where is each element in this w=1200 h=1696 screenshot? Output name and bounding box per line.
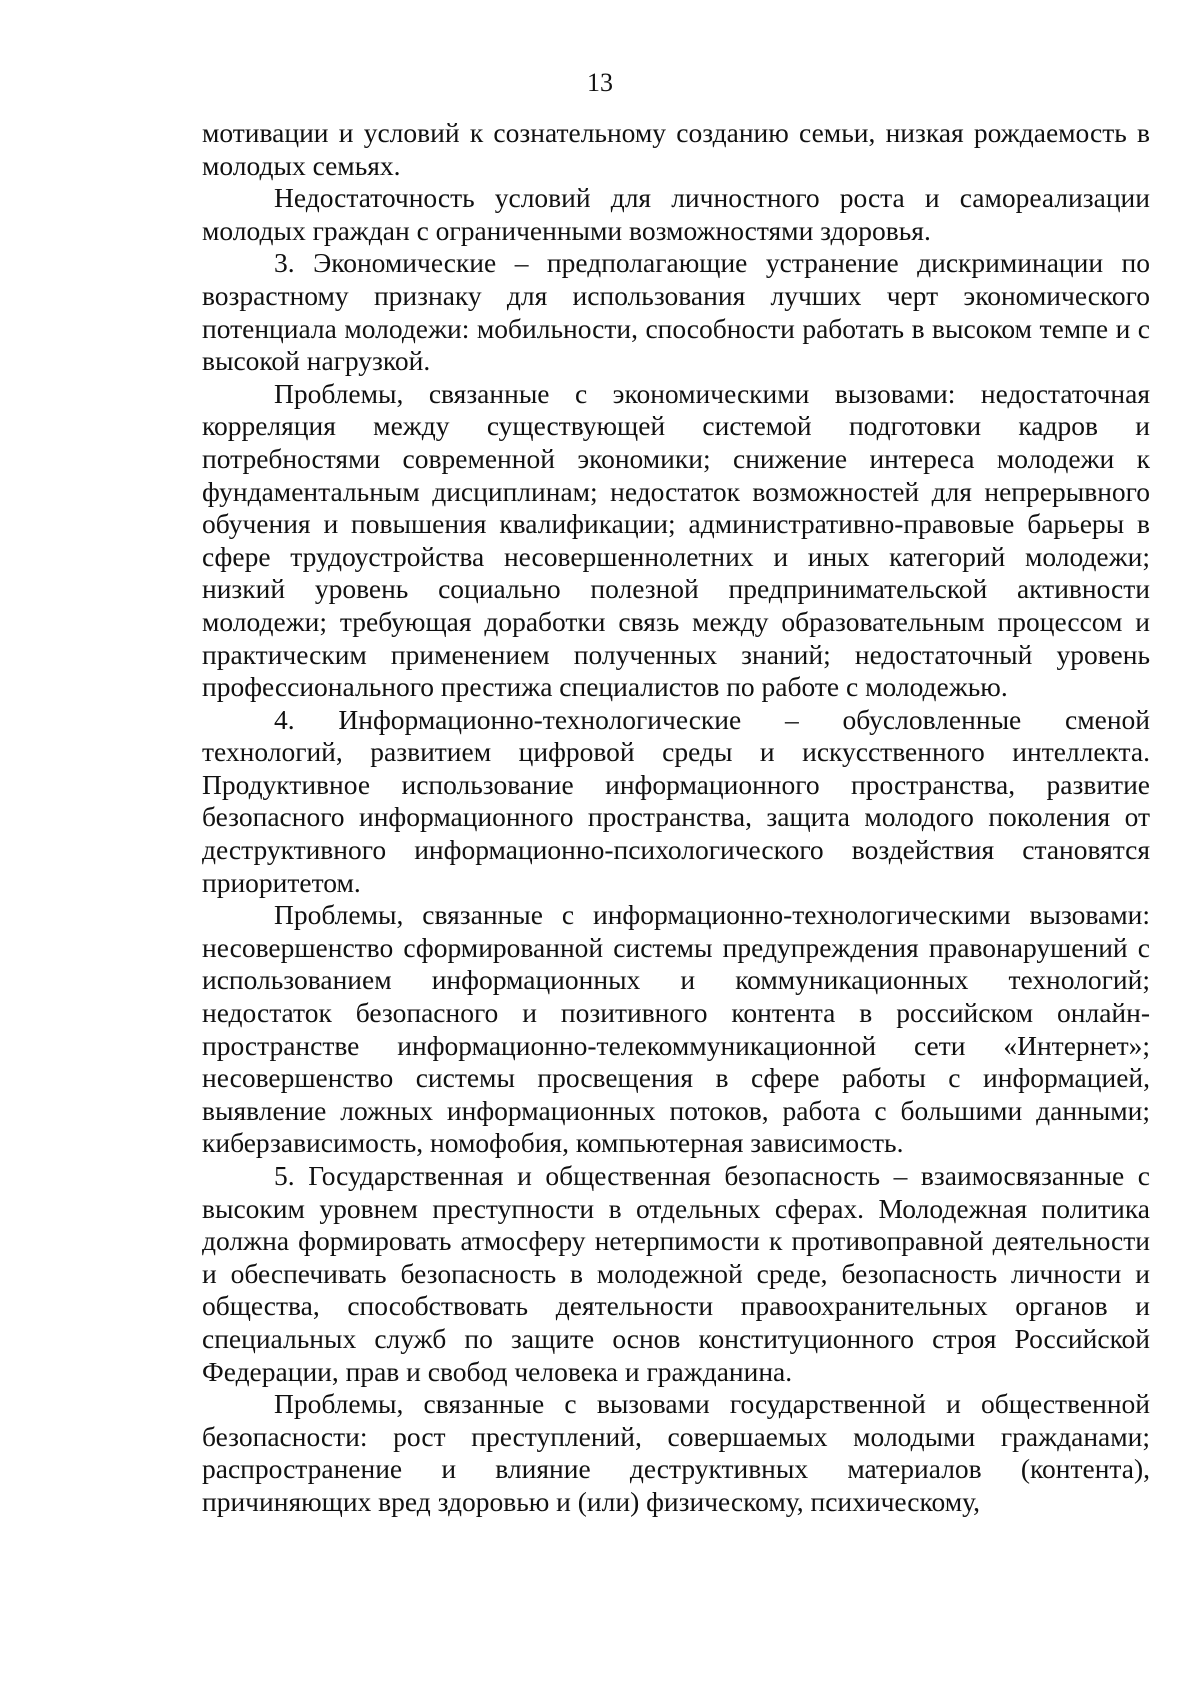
paragraph-health-limitations: Недостаточность условий для личностного роста и самореализации молодых граждан с ограниченными возможностями здоровья. — [202, 182, 1150, 246]
paragraph-it-problems: Проблемы, связанные с информационно-технологическими вызовами: несовершенство сформированной системы предупреждения правонарушений с использованием информационных и коммуникационных технологий; недостаток безопасного и позитивного контента в российском онлайн-пространстве информационно-телекоммуникационной сети «Интернет»; несовершенство системы просвещения в сфере работы с информацией, выявление ложных информационных потоков, работа с большими данными; киберзависимость, номофобия, компьютерная зависимость. — [202, 899, 1150, 1159]
paragraph-continuation: мотивации и условий к сознательному созданию семьи, низкая рождаемость в молодых семьях. — [202, 117, 1150, 181]
paragraph-information-technology: 4. Информационно-технологические – обусловленные сменой технологий, развитием цифровой среды и искусственного интеллекта. Продуктивное использование информационного пространства, развитие безопасного информационного пространства, защита молодого поколения от деструктивного информационно-психологического воздействия становятся приоритетом. — [202, 703, 1150, 898]
paragraph-security-problems: Проблемы, связанные с вызовами государственной и общественной безопасности: рост преступлений, совершаемых молодыми гражданами; распространение и влияние деструктивных материалов (контента), причиняющих вред здоровью и (или) физическому, психическому, — [202, 1388, 1150, 1517]
page-number: 13 — [587, 68, 613, 97]
paragraph-security-challenges: 5. Государственная и общественная безопасность – взаимосвязанные с высоким уровнем преступности в отдельных сферах. Молодежная политика должна формировать атмосферу нетерпимости к противоправной деятельности и обеспечивать безопасность в молодежной среде, безопасность личности и общества, способствовать деятельности правоохранительных органов и специальных служб по защите основ конституционного строя Российской Федерации, прав и свобод человека и гражданина. — [202, 1160, 1150, 1387]
body-text — [202, 117, 1150, 1519]
paragraph-economic-challenges: 3. Экономические – предполагающие устранение дискриминации по возрастному признаку для использования лучших черт экономического потенциала молодежи: мобильности, способности работать в высоком темпе и с высокой нагрузкой. — [202, 247, 1150, 377]
paragraph-economic-problems: Проблемы, связанные с экономическими вызовами: недостаточная корреляция между существующей системой подготовки кадров и потребностями современной экономики; снижение интереса молодежи к фундаментальным дисциплинам; недостаток возможностей для непрерывного обучения и повышения квалификации; административно-правовые барьеры в сфере трудоустройства несовершеннолетних и иных категорий молодежи; низкий уровень социально полезной предпринимательской активности молодежи; требующая доработки связь между образовательным процессом и практическим применением полученных знаний; недостаточный уровень профессионального престижа специалистов по работе с молодежью. — [202, 377, 1150, 703]
